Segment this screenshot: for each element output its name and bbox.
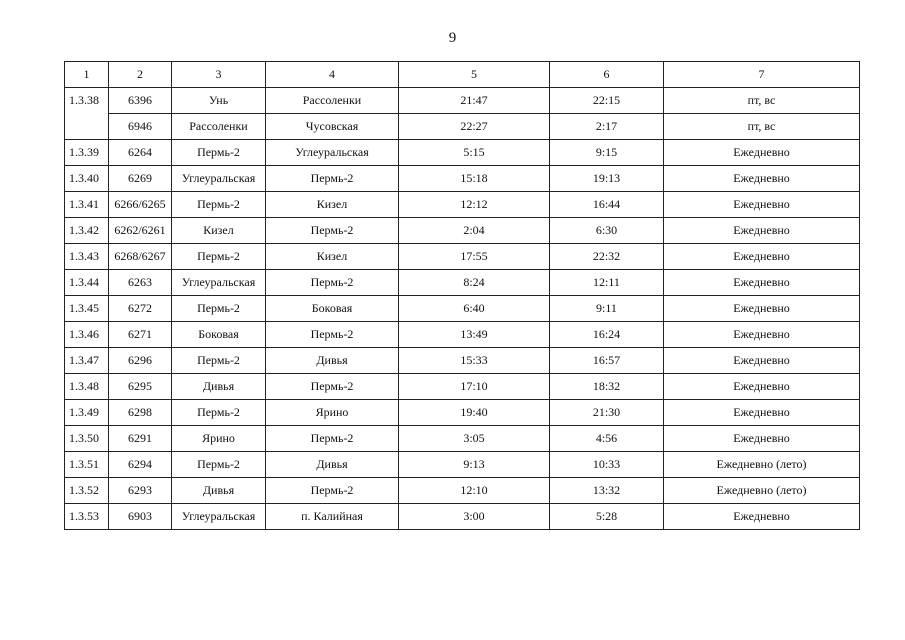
arrival-time-cell: 10:33 <box>550 452 664 478</box>
days-cell: Ежедневно <box>664 426 860 452</box>
from-station-cell: Боковая <box>172 322 266 348</box>
arrival-time-cell: 5:28 <box>550 504 664 530</box>
train-number-cell: 6262/6261 <box>109 218 172 244</box>
departure-time-cell: 5:15 <box>399 140 550 166</box>
row-number-cell: 1.3.53 <box>65 504 109 530</box>
train-number-cell: 6396 <box>109 88 172 114</box>
row-number-cell: 1.3.43 <box>65 244 109 270</box>
departure-time-cell: 15:18 <box>399 166 550 192</box>
to-station-cell: Дивья <box>266 348 399 374</box>
row-number-cell: 1.3.42 <box>65 218 109 244</box>
page-number: 9 <box>448 30 457 46</box>
table-row <box>65 140 860 166</box>
to-station-cell: Пермь-2 <box>266 218 399 244</box>
from-station-cell: Кизел <box>172 218 266 244</box>
to-station-cell: Кизел <box>266 244 399 270</box>
train-number-cell: 6268/6267 <box>109 244 172 270</box>
table-row <box>65 322 860 348</box>
from-station-cell: Пермь-2 <box>172 140 266 166</box>
from-station-cell: Углеуральская <box>172 166 266 192</box>
to-station-cell: Боковая <box>266 296 399 322</box>
header-cell-7: 7 <box>664 62 860 88</box>
header-cell-2: 2 <box>109 62 172 88</box>
arrival-time-cell: 22:32 <box>550 244 664 270</box>
to-station-cell: Пермь-2 <box>266 322 399 348</box>
to-station-cell: Кизел <box>266 192 399 218</box>
table-row <box>65 374 860 400</box>
train-number-cell: 6294 <box>109 452 172 478</box>
train-number-cell: 6903 <box>109 504 172 530</box>
train-number-cell: 6266/6265 <box>109 192 172 218</box>
departure-time-cell: 3:05 <box>399 426 550 452</box>
table-row <box>65 400 860 426</box>
row-number-cell: 1.3.41 <box>65 192 109 218</box>
departure-time-cell: 12:12 <box>399 192 550 218</box>
to-station-cell: Пермь-2 <box>266 426 399 452</box>
row-number-cell: 1.3.47 <box>65 348 109 374</box>
arrival-time-cell: 22:15 <box>550 88 664 114</box>
header-cell-5: 5 <box>399 62 550 88</box>
departure-time-cell: 22:27 <box>399 114 550 140</box>
to-station-cell: Чусовская <box>266 114 399 140</box>
arrival-time-cell: 16:44 <box>550 192 664 218</box>
row-number-cell: 1.3.51 <box>65 452 109 478</box>
train-number-cell: 6946 <box>109 114 172 140</box>
days-cell: пт, вс <box>664 88 860 114</box>
row-number-cell: 1.3.45 <box>65 296 109 322</box>
days-cell: пт, вс <box>664 114 860 140</box>
train-number-cell: 6298 <box>109 400 172 426</box>
row-number-cell: 1.3.40 <box>65 166 109 192</box>
table-row <box>65 426 860 452</box>
to-station-cell: Пермь-2 <box>266 270 399 296</box>
departure-time-cell: 13:49 <box>399 322 550 348</box>
train-number-cell: 6269 <box>109 166 172 192</box>
to-station-cell: Ярино <box>266 400 399 426</box>
table-row <box>65 504 860 530</box>
row-number-cell: 1.3.49 <box>65 400 109 426</box>
arrival-time-cell: 16:24 <box>550 322 664 348</box>
table-row <box>65 88 860 114</box>
row-number-cell: 1.3.39 <box>65 140 109 166</box>
train-number-cell: 6295 <box>109 374 172 400</box>
train-number-cell: 6291 <box>109 426 172 452</box>
row-number-cell: 1.3.46 <box>65 322 109 348</box>
arrival-time-cell: 19:13 <box>550 166 664 192</box>
from-station-cell: Ярино <box>172 426 266 452</box>
departure-time-cell: 8:24 <box>399 270 550 296</box>
from-station-cell: Пермь-2 <box>172 348 266 374</box>
row-number-cell: 1.3.52 <box>65 478 109 504</box>
arrival-time-cell: 9:11 <box>550 296 664 322</box>
departure-time-cell: 2:04 <box>399 218 550 244</box>
table-row <box>65 218 860 244</box>
arrival-time-cell: 13:32 <box>550 478 664 504</box>
train-number-cell: 6263 <box>109 270 172 296</box>
days-cell: Ежедневно <box>664 270 860 296</box>
departure-time-cell: 12:10 <box>399 478 550 504</box>
departure-time-cell: 3:00 <box>399 504 550 530</box>
to-station-cell: п. Калийная <box>266 504 399 530</box>
row-number-cell: 1.3.50 <box>65 426 109 452</box>
train-number-cell: 6296 <box>109 348 172 374</box>
table-row <box>65 270 860 296</box>
to-station-cell: Пермь-2 <box>266 478 399 504</box>
train-number-cell: 6272 <box>109 296 172 322</box>
departure-time-cell: 9:13 <box>399 452 550 478</box>
header-cell-4: 4 <box>266 62 399 88</box>
days-cell: Ежедневно <box>664 296 860 322</box>
departure-time-cell: 17:10 <box>399 374 550 400</box>
table-row <box>65 348 860 374</box>
to-station-cell: Углеуральская <box>266 140 399 166</box>
train-number-cell: 6264 <box>109 140 172 166</box>
table-row <box>65 166 860 192</box>
train-number-cell: 6293 <box>109 478 172 504</box>
from-station-cell: Рассоленки <box>172 114 266 140</box>
from-station-cell: Пермь-2 <box>172 192 266 218</box>
departure-time-cell: 15:33 <box>399 348 550 374</box>
arrival-time-cell: 12:11 <box>550 270 664 296</box>
days-cell: Ежедневно (лето) <box>664 478 860 504</box>
from-station-cell: Углеуральская <box>172 270 266 296</box>
days-cell: Ежедневно <box>664 166 860 192</box>
arrival-time-cell: 16:57 <box>550 348 664 374</box>
days-cell: Ежедневно (лето) <box>664 452 860 478</box>
from-station-cell: Углеуральская <box>172 504 266 530</box>
table-row <box>65 452 860 478</box>
departure-time-cell: 21:47 <box>399 88 550 114</box>
days-cell: Ежедневно <box>664 400 860 426</box>
days-cell: Ежедневно <box>664 374 860 400</box>
from-station-cell: Пермь-2 <box>172 400 266 426</box>
table-row <box>65 192 860 218</box>
header-cell-6: 6 <box>550 62 664 88</box>
arrival-time-cell: 18:32 <box>550 374 664 400</box>
header-cell-3: 3 <box>172 62 266 88</box>
days-cell: Ежедневно <box>664 244 860 270</box>
schedule-table <box>64 61 860 530</box>
train-number-cell: 6271 <box>109 322 172 348</box>
from-station-cell: Пермь-2 <box>172 452 266 478</box>
to-station-cell: Пермь-2 <box>266 166 399 192</box>
from-station-cell: Пермь-2 <box>172 296 266 322</box>
table-row <box>65 244 860 270</box>
table-row <box>65 296 860 322</box>
from-station-cell: Дивья <box>172 478 266 504</box>
departure-time-cell: 19:40 <box>399 400 550 426</box>
departure-time-cell: 6:40 <box>399 296 550 322</box>
arrival-time-cell: 21:30 <box>550 400 664 426</box>
arrival-time-cell: 2:17 <box>550 114 664 140</box>
from-station-cell: Пермь-2 <box>172 244 266 270</box>
to-station-cell: Пермь-2 <box>266 374 399 400</box>
table-header-row <box>65 62 860 88</box>
to-station-cell: Рассоленки <box>266 88 399 114</box>
arrival-time-cell: 6:30 <box>550 218 664 244</box>
days-cell: Ежедневно <box>664 348 860 374</box>
table-row <box>65 478 860 504</box>
row-number-cell: 1.3.38 <box>65 88 109 140</box>
row-number-cell: 1.3.44 <box>65 270 109 296</box>
to-station-cell: Дивья <box>266 452 399 478</box>
departure-time-cell: 17:55 <box>399 244 550 270</box>
arrival-time-cell: 4:56 <box>550 426 664 452</box>
days-cell: Ежедневно <box>664 322 860 348</box>
table-row <box>65 114 860 140</box>
arrival-time-cell: 9:15 <box>550 140 664 166</box>
row-number-cell: 1.3.48 <box>65 374 109 400</box>
header-cell-1: 1 <box>65 62 109 88</box>
from-station-cell: Унь <box>172 88 266 114</box>
days-cell: Ежедневно <box>664 218 860 244</box>
days-cell: Ежедневно <box>664 192 860 218</box>
days-cell: Ежедневно <box>664 504 860 530</box>
from-station-cell: Дивья <box>172 374 266 400</box>
days-cell: Ежедневно <box>664 140 860 166</box>
